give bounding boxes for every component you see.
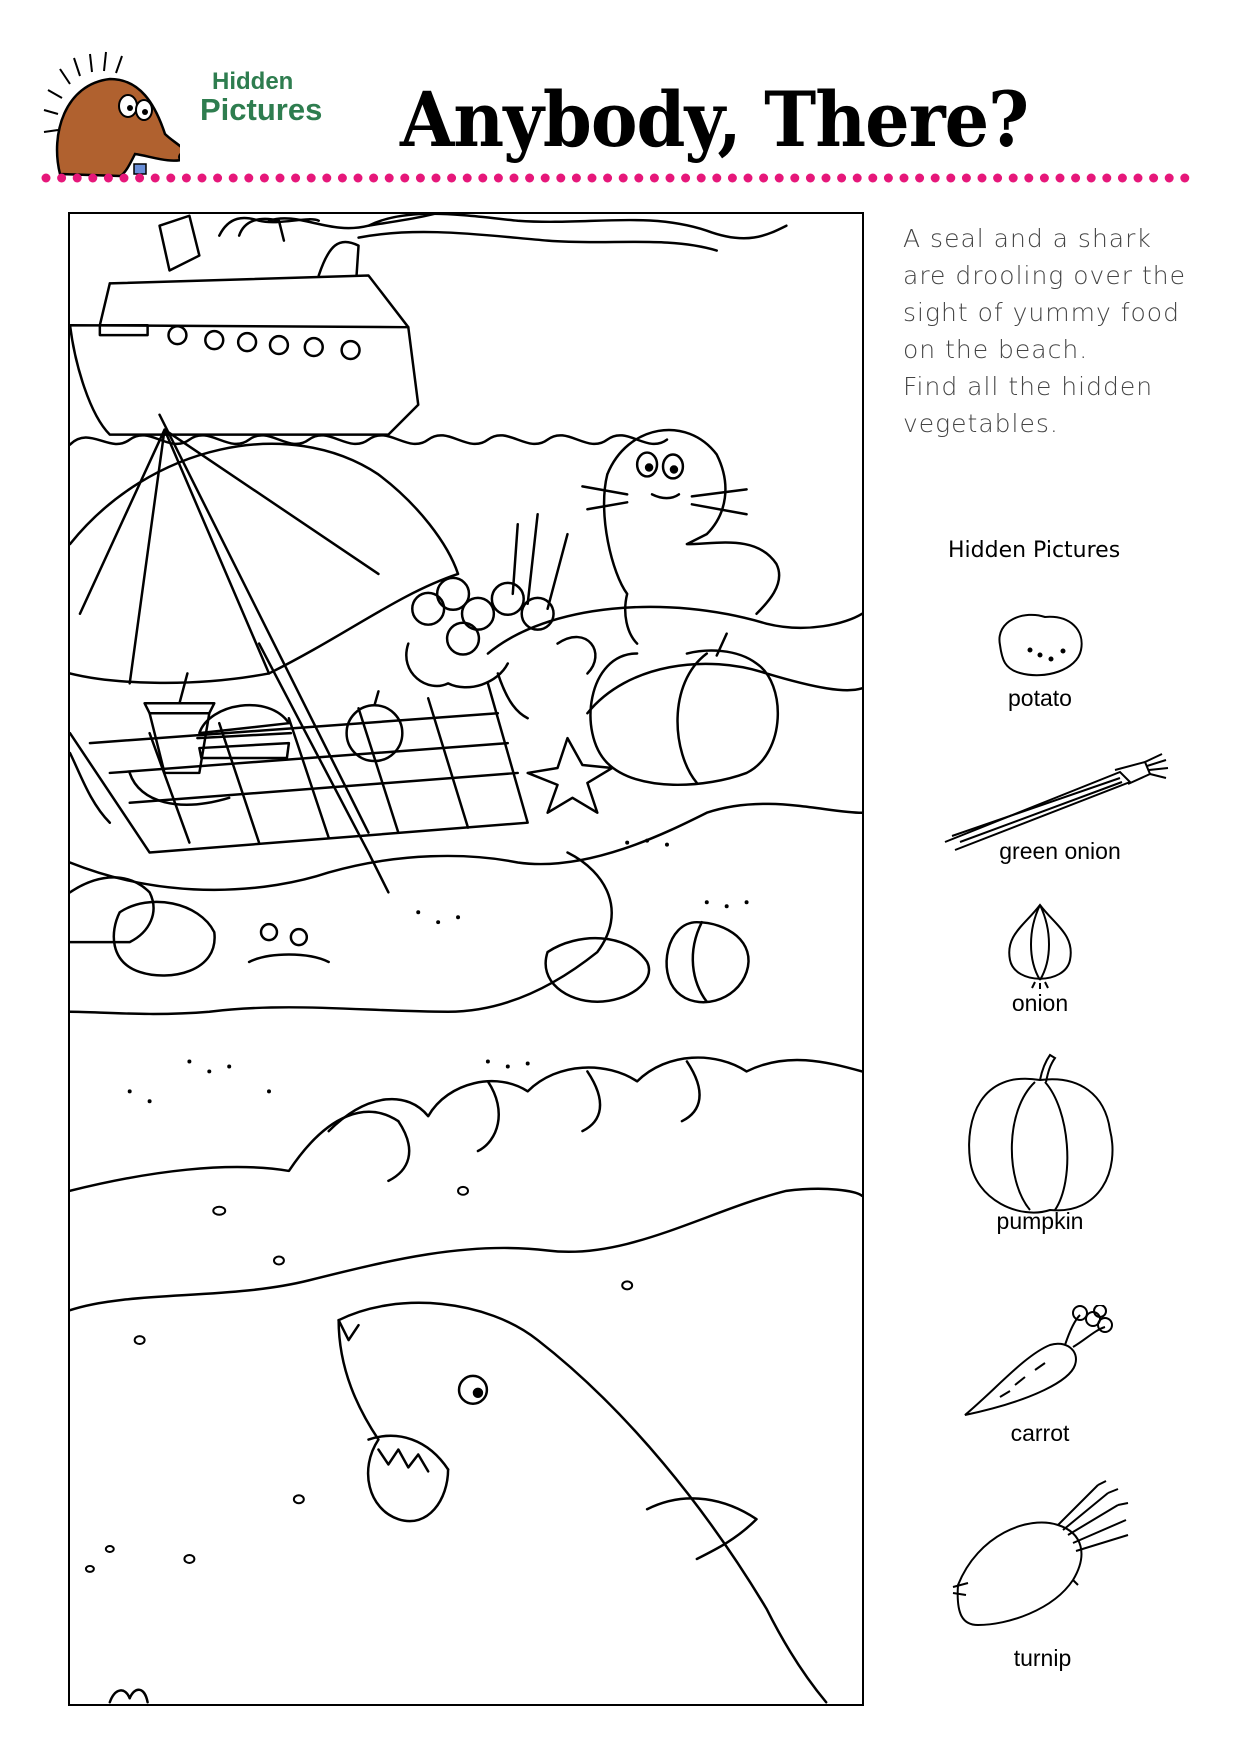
divider-dot — [213, 174, 222, 183]
item-label: green onion — [999, 838, 1121, 864]
divider-dot — [104, 174, 113, 183]
divider-dot — [416, 174, 425, 183]
instructions-line: sight of yummy food — [903, 298, 1180, 327]
divider-dot — [962, 174, 971, 183]
sand-dots — [128, 839, 749, 1104]
turnip-icon — [948, 1475, 1138, 1645]
divider-dot — [307, 174, 316, 183]
divider-dot — [229, 174, 238, 183]
item-turnip — [945, 1475, 1140, 1672]
pumpkin-icon — [960, 1050, 1120, 1220]
divider-dot — [1134, 174, 1143, 183]
divider-dot — [322, 174, 331, 183]
divider-dot — [744, 174, 753, 183]
divider-dot — [806, 174, 815, 183]
bubbles — [86, 1187, 632, 1572]
divider-dot — [650, 174, 659, 183]
divider-dot — [1118, 174, 1127, 183]
divider-dot — [510, 174, 519, 183]
divider-dot — [525, 174, 534, 183]
ship-illustration — [70, 214, 458, 435]
item-label: turnip — [1013, 1645, 1072, 1671]
divider-dot — [73, 174, 82, 183]
instructions-line: are drooling over the — [903, 261, 1186, 290]
divider-dot — [166, 174, 175, 183]
divider-dot — [978, 174, 987, 183]
logo-line-1: Hidden — [212, 68, 294, 95]
hidden-pictures-scene — [68, 212, 864, 1706]
divider-dot — [697, 174, 706, 183]
page-title: Anybody, There? — [400, 74, 1029, 165]
green-onion-icon — [940, 752, 1180, 852]
logo-line-2: Pictures — [200, 92, 323, 127]
divider-dot — [1024, 174, 1033, 183]
picnic-blanket — [70, 683, 528, 852]
divider-dot — [1149, 174, 1158, 183]
shark-illustration — [339, 1303, 827, 1702]
divider-dot — [182, 174, 191, 183]
starfish — [528, 738, 613, 813]
divider-dot — [884, 174, 893, 183]
divider-dot — [931, 174, 940, 183]
divider-dot — [494, 174, 503, 183]
divider-dot — [634, 174, 643, 183]
divider-dot — [993, 174, 1002, 183]
divider-dot — [244, 174, 253, 183]
onion-icon — [1000, 900, 1080, 990]
divider-dot — [369, 174, 378, 183]
instructions-line: A seal and a shark — [903, 224, 1152, 253]
item-green-onion — [940, 752, 1180, 865]
carrot-icon — [955, 1305, 1125, 1420]
divider-dot — [385, 174, 394, 183]
divider-dot — [541, 174, 550, 183]
divider-dot — [868, 174, 877, 183]
seal-illustration — [582, 430, 779, 644]
item-carrot — [955, 1305, 1125, 1447]
divider-dot — [775, 174, 784, 183]
item-potato — [980, 605, 1100, 712]
divider-dot — [837, 174, 846, 183]
divider-dot — [120, 174, 129, 183]
divider-dot — [666, 174, 675, 183]
item-onion — [990, 900, 1090, 1017]
divider-dot — [1087, 174, 1096, 183]
item-label: pumpkin — [996, 1208, 1084, 1234]
divider-dot — [712, 174, 721, 183]
hidden-pictures-logo — [40, 44, 330, 184]
potato-icon — [985, 605, 1095, 685]
divider-dot — [291, 174, 300, 183]
divider-dot — [822, 174, 831, 183]
divider-dot — [1165, 174, 1174, 183]
divider-dot — [556, 174, 565, 183]
divider-dot — [572, 174, 581, 183]
divider-dot — [463, 174, 472, 183]
item-pumpkin — [955, 1050, 1125, 1235]
divider-dot — [338, 174, 347, 183]
divider-dot — [432, 174, 441, 183]
divider-dot — [400, 174, 409, 183]
divider-dot — [1180, 174, 1189, 183]
divider-dot — [88, 174, 97, 183]
divider-dot — [478, 174, 487, 183]
divider-dot — [1009, 174, 1018, 183]
hedgehog-mascot-icon — [40, 44, 180, 184]
divider-dot — [681, 174, 690, 183]
dotted-divider — [40, 170, 1190, 186]
divider-dot — [588, 174, 597, 183]
divider-dot — [603, 174, 612, 183]
divider-dot — [1040, 174, 1049, 183]
instructions-line: vegetables. — [903, 409, 1059, 438]
divider-dot — [42, 174, 51, 183]
divider-dot — [915, 174, 924, 183]
instructions-line: on the beach. — [903, 335, 1089, 364]
divider-dot — [260, 174, 269, 183]
divider-dot — [276, 174, 285, 183]
divider-dot — [1071, 174, 1080, 183]
ocean-waves — [70, 1058, 862, 1311]
divider-dot — [900, 174, 909, 183]
item-label: carrot — [1010, 1420, 1070, 1446]
divider-dot — [853, 174, 862, 183]
divider-dot — [1102, 174, 1111, 183]
divider-dot — [790, 174, 799, 183]
item-label: onion — [1011, 990, 1069, 1016]
divider-dot — [759, 174, 768, 183]
divider-dot — [198, 174, 207, 183]
instructions-text — [903, 220, 1223, 442]
divider-dot — [1056, 174, 1065, 183]
item-label: potato — [1008, 685, 1072, 711]
divider-dot — [151, 174, 160, 183]
hidden-pictures-heading: Hidden Pictures — [948, 538, 1121, 563]
divider-dot — [728, 174, 737, 183]
divider-dot — [946, 174, 955, 183]
divider-dot — [135, 174, 144, 183]
divider-dot — [447, 174, 456, 183]
instructions-line: Find all the hidden — [903, 372, 1154, 401]
scene-pumpkin — [590, 634, 777, 785]
divider-dot — [619, 174, 628, 183]
divider-dot — [57, 174, 66, 183]
divider-dot — [354, 174, 363, 183]
